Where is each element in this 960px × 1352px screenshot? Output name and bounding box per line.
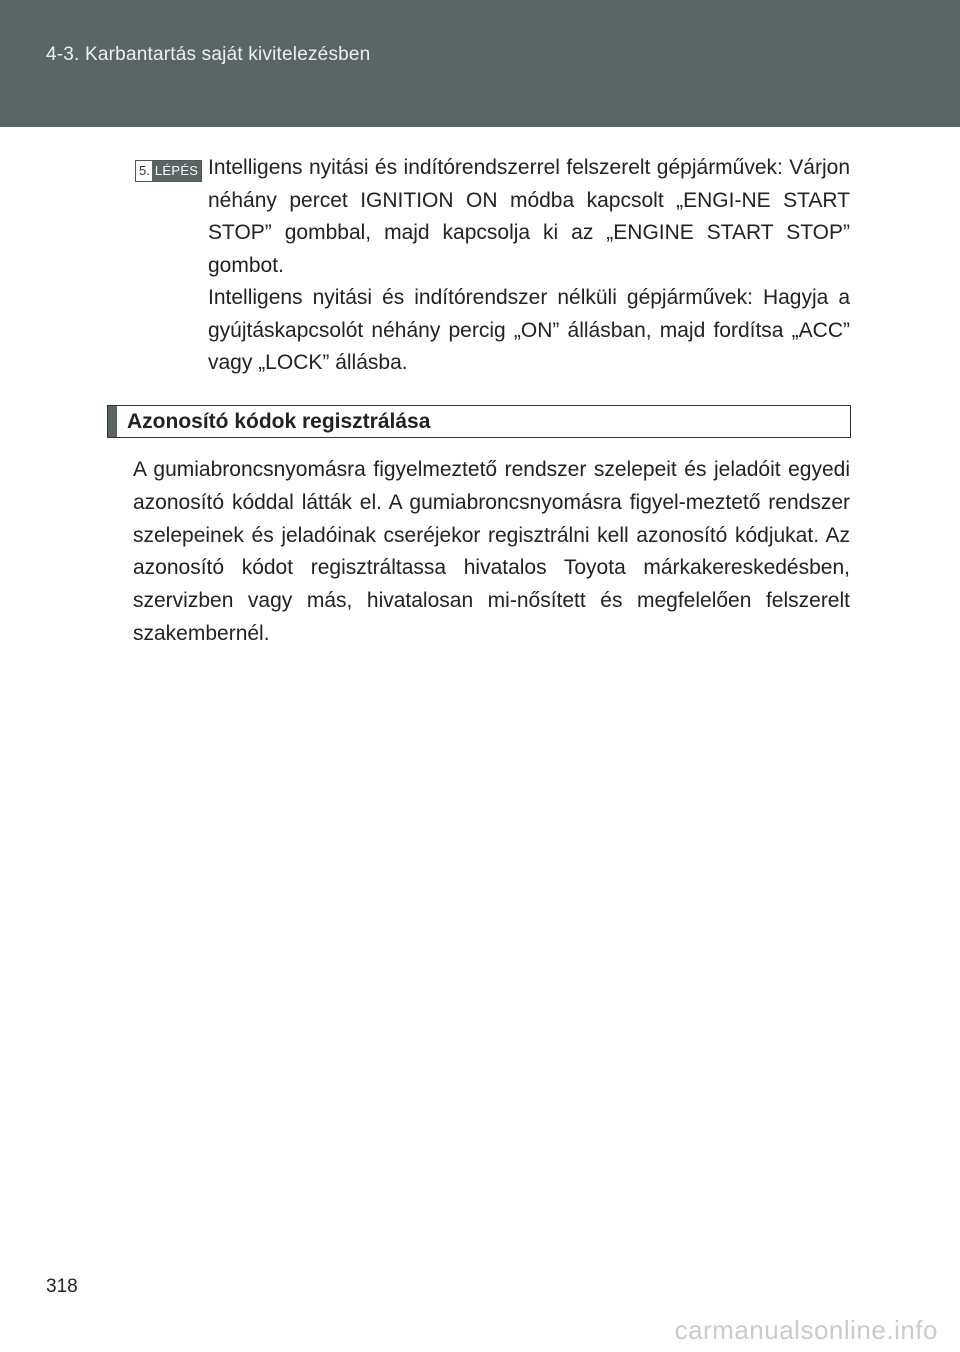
page-header xyxy=(0,0,960,127)
step-paragraph-1: Intelligens nyitási és indítórendszerrel felszerelt gépjárművek: Várjon néhány percet IGNITION ON módba kapcsolt „ENGI-NE START STOP” gombbal, majd kapcsolja ki az „ENGINE START STOP” gombot. xyxy=(208,156,850,277)
section-heading xyxy=(107,405,851,438)
watermark: carmanualsonline.info xyxy=(674,1315,938,1345)
section-heading-bar xyxy=(108,406,117,437)
step-paragraph-2: Intelligens nyitási és indítórendszer nélküli gépjárművek: Hagyja a gyújtáskapcsolót néhány percig „ON” állásban, majd fordítsa „ACC” vagy „LOCK” állásba. xyxy=(208,286,850,374)
step-label: LÉPÉS xyxy=(152,161,201,181)
step-text xyxy=(208,152,850,380)
step-badge xyxy=(135,160,202,182)
page-number: 318 xyxy=(46,1276,78,1297)
chapter-title: 4-3. Karbantartás saját kivitelezésben xyxy=(46,44,371,65)
section-body: A gumiabroncsnyomásra figyelmeztető rendszer szelepeit és jeladóit egyedi azonosító kóddal látták el. A gumiabroncsnyomásra figyel-meztető rendszer szelepeinek és jeladóinak cseréjekor regisztrálni kell azonosító kódjukat. Az azonosító kódot regisztráltassa hivatalos Toyota márkakereskedésben, szervizben vagy más, hivatalosan mi-nősített és megfelelően felszerelt szakembernél. xyxy=(133,458,850,645)
step-number: 5. xyxy=(136,161,152,181)
section-title: Azonosító kódok regisztrálása xyxy=(127,410,431,433)
